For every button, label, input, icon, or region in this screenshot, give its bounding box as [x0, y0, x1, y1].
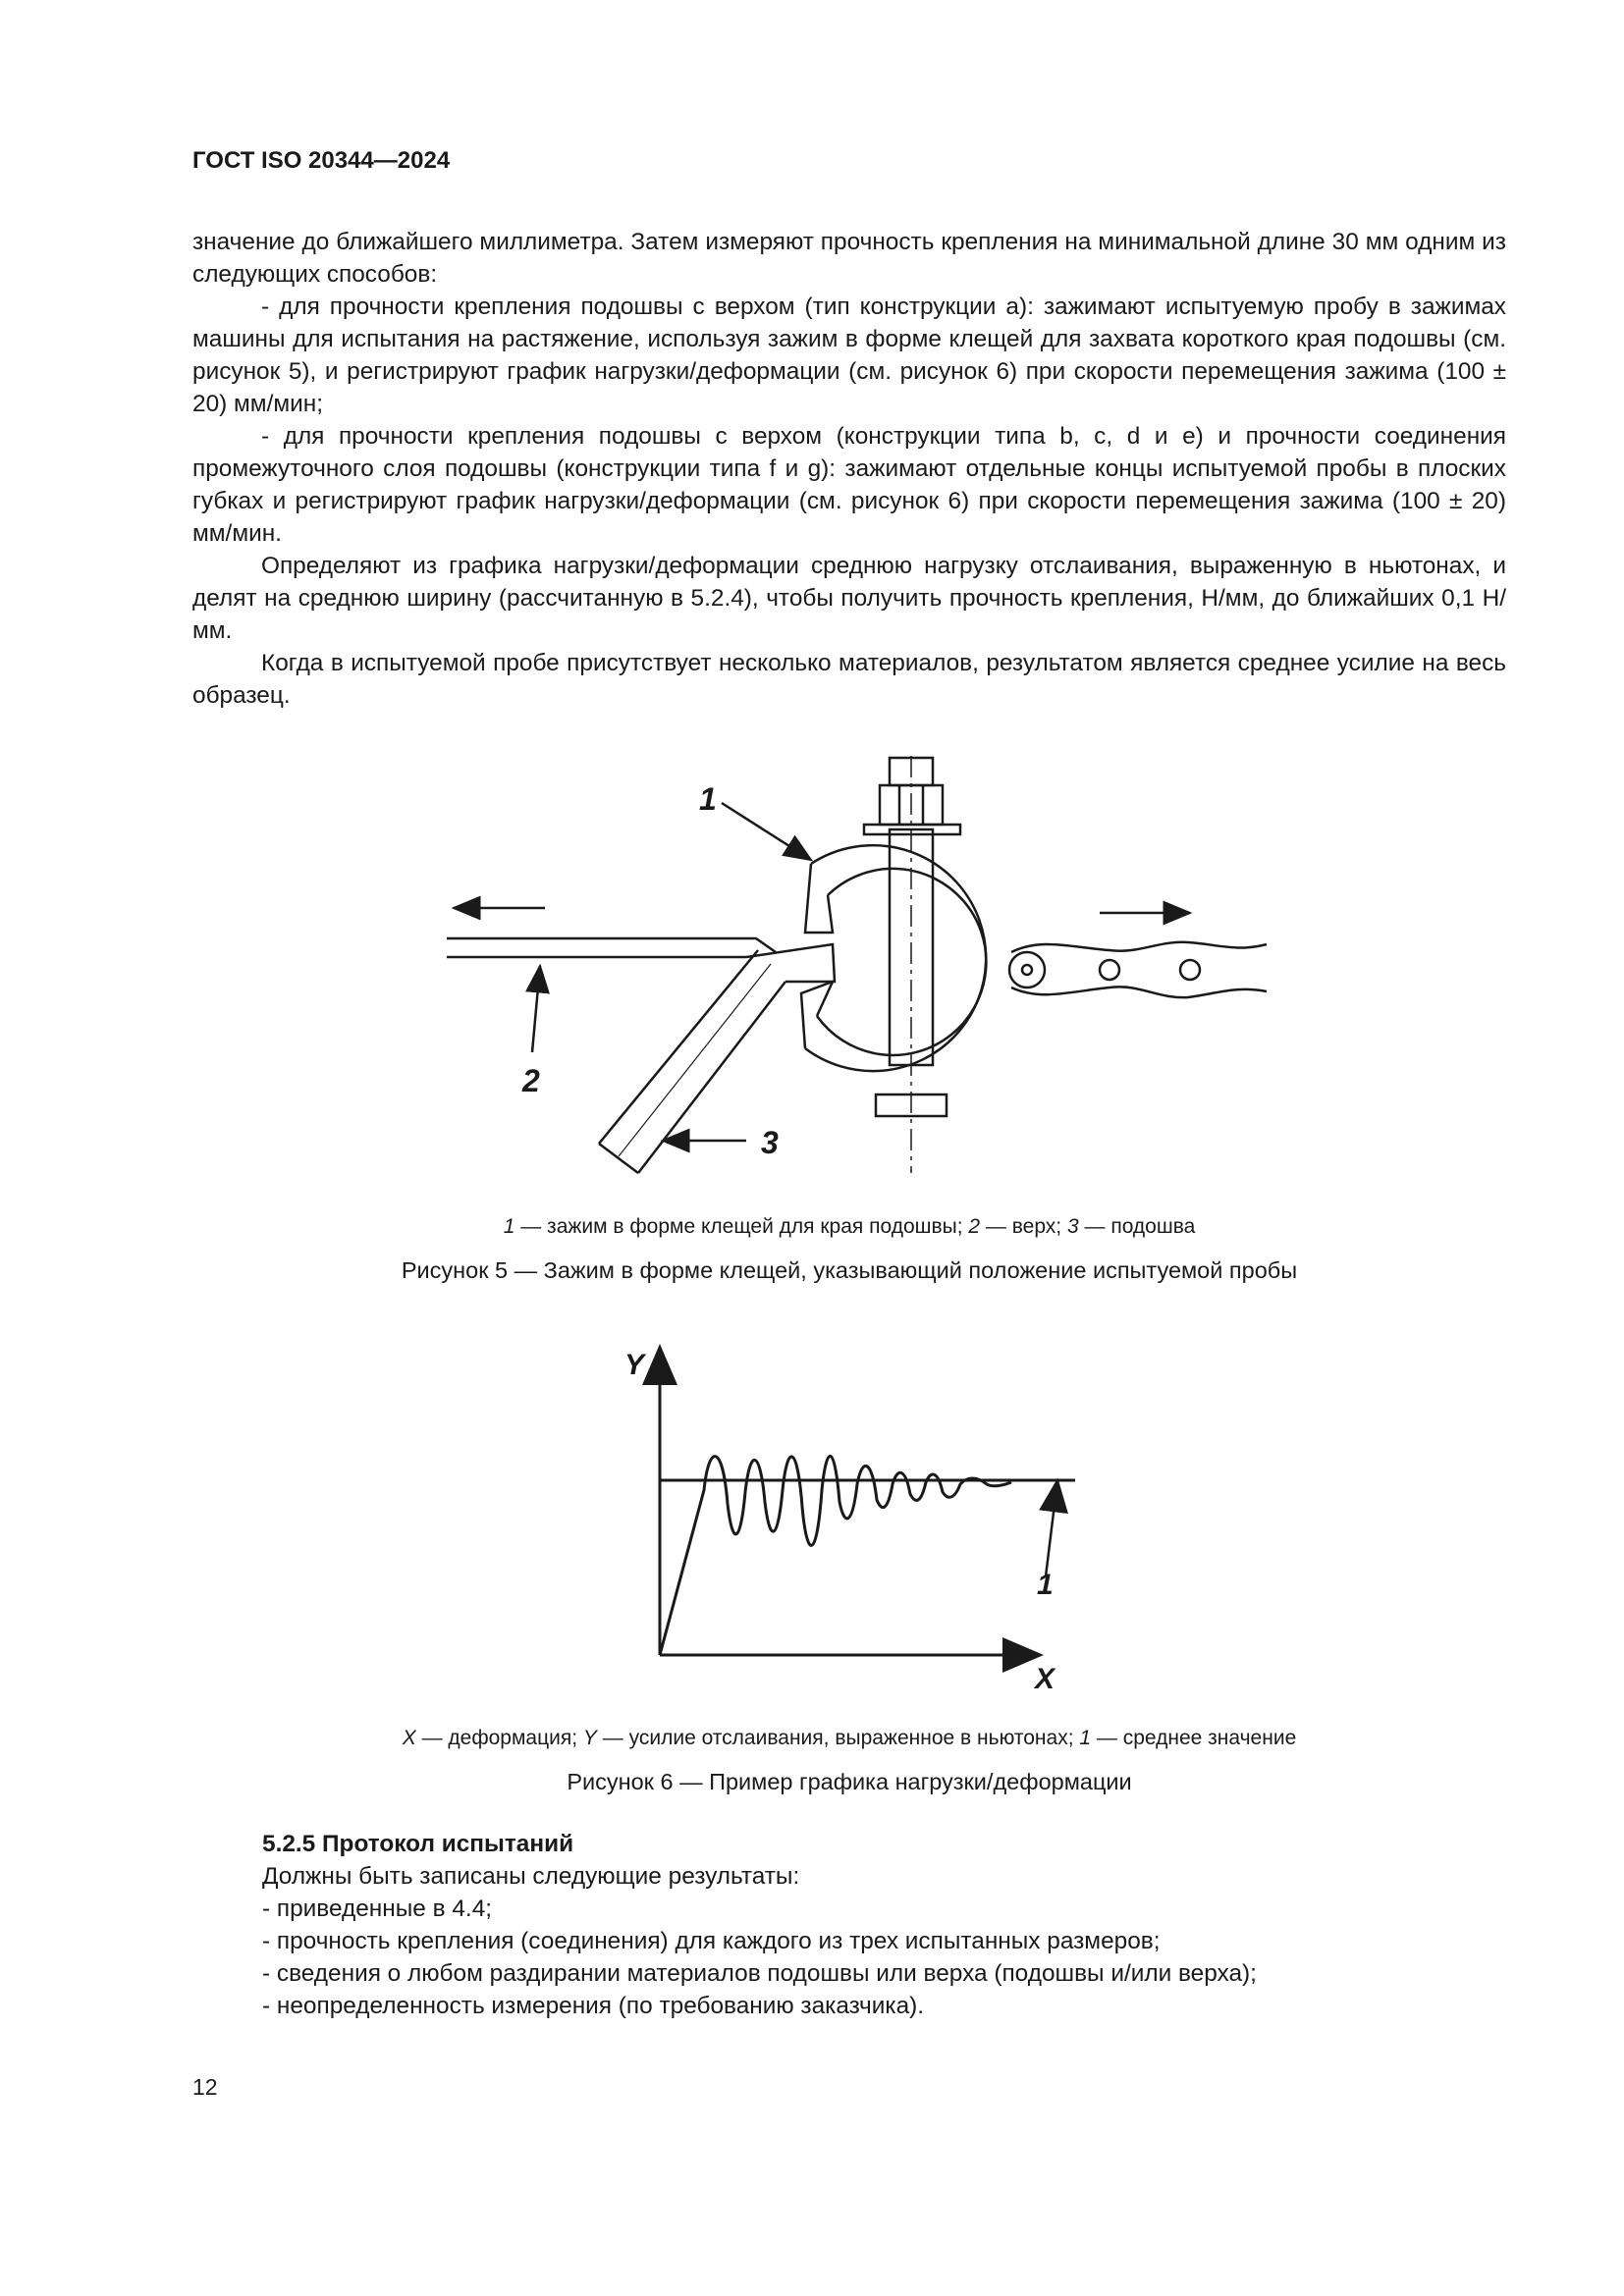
figure-5-label-1: 1: [699, 781, 717, 817]
section-title: 5.2.5 Протокол испытаний: [262, 1831, 574, 1857]
list-item: - сведения о любом раздирании материалов подошвы или верха (подошвы и/или верха);: [262, 1960, 1257, 1987]
figure-5-legend: [192, 1215, 1506, 1239]
clamp-ring-inner: [817, 869, 986, 1055]
paragraph: Когда в испытуемой пробе присутствует несколько материалов, результатом является среднее усилие на весь образец.: [192, 650, 1506, 709]
paragraph: - для прочности крепления подошвы с верхом (тип конструкции a): зажимают испытуемую пробу в зажимах машины для испытания на растяжение, используя зажим в форме клещей для захвата короткого края подошвы (см. рисунок 5), и регистрируют график нагрузки/деформации (см. рисунок 6) при скорости перемещения зажима (100 ± 20) мм/мин;: [192, 294, 1506, 417]
legend-key: Y: [582, 1727, 597, 1749]
body-text: [192, 226, 1506, 712]
page-number: 12: [192, 2074, 218, 2100]
legend-text: — среднее значение: [1091, 1727, 1297, 1749]
paragraph: - для прочности крепления подошвы с верхом (конструкции типа b, c, d и e) и прочности соединения промежуточного слоя подошвы (конструкции типа f и g): зажимают отдельные концы испытуемой пробы в плоских губках и регистрируют график нагрузки/деформации (см. рисунок 6) при скорости перемещения зажима (100 ± 20) мм/мин.: [192, 423, 1506, 547]
section-intro: Должны быть записаны следующие результаты:: [262, 1863, 800, 1890]
legend-text: — подошва: [1078, 1215, 1196, 1238]
legend-key: 3: [1066, 1215, 1079, 1238]
figure-5-drawing: [412, 741, 1296, 1183]
paragraph: значение до ближайшего миллиметра. Затем измеряют прочность крепления на минимальной длине 30 мм одним из следующих способов:: [192, 229, 1506, 288]
figure-5-label-3: 3: [761, 1125, 779, 1160]
legend-text: — усилие отслаивания, выраженное в ньютонах;: [596, 1727, 1080, 1749]
list-item: - неопределенность измерения (по требованию заказчика).: [262, 1993, 925, 2019]
legend-text: — зажим в форме клещей для края подошвы;: [514, 1215, 969, 1238]
legend-key: 2: [968, 1215, 981, 1238]
figure-5-caption: Рисунок 5 — Зажим в форме клещей, указывающий положение испытуемой пробы: [401, 1257, 1298, 1283]
legend-key: 1: [503, 1215, 515, 1238]
section-5-2-5: [262, 1828, 1499, 2022]
legend-text: — верх;: [980, 1215, 1067, 1238]
figure-5-label-2: 2: [522, 1063, 540, 1098]
mean-value-label: 1: [1037, 1569, 1054, 1601]
figure-6-graph: [609, 1335, 1100, 1698]
paragraph: Определяют из графика нагрузки/деформации среднюю нагрузку отслаивания, выраженную в ньютонах, и делят на среднюю ширину (рассчитанную в 5.2.4), чтобы получить прочность крепления, Н/мм, до ближайших 0,1 Н/мм.: [192, 553, 1506, 644]
legend-key: 1: [1079, 1727, 1092, 1749]
upper-strip-top: [447, 938, 776, 952]
list-item: - приведенные в 4.4;: [262, 1896, 493, 1922]
x-axis-label: X: [1035, 1663, 1056, 1695]
results-list: [262, 1893, 1499, 2022]
legend-key: X: [402, 1727, 416, 1749]
y-axis-label: Y: [624, 1349, 645, 1381]
load-curve: [660, 1456, 1011, 1655]
legend-text: — деформация;: [415, 1727, 583, 1749]
figure-6-legend: [192, 1727, 1506, 1750]
document-header: ГОСТ ISO 20344—2024: [192, 147, 451, 174]
figure-6-caption: Рисунок 6 — Пример графика нагрузки/деформации: [567, 1769, 1132, 1794]
list-item: - прочность крепления (соединения) для каждого из трех испытанных размеров;: [262, 1928, 1161, 1954]
